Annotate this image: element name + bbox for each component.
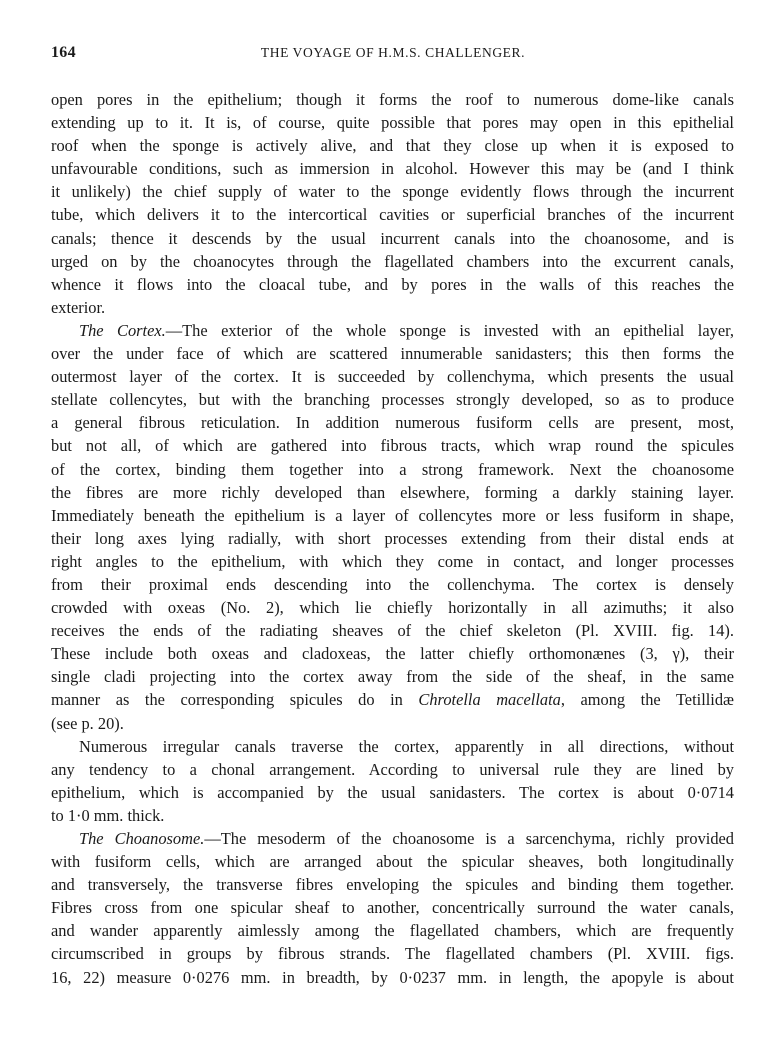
text-line — [51, 688, 734, 711]
text-line — [51, 827, 734, 850]
text-line: a general fibrous reticulation. In addition numerous fusiform cells are present, most, — [51, 413, 734, 433]
text-line: urged on by the choanocytes through the flagellated chambers into the excurrent canals, — [51, 251, 734, 271]
text-line: These include both oxeas and cladoxeas, the latter chiefly orthomonænes (3, γ), their — [51, 644, 734, 664]
text-line: from their proximal ends descending into the collenchyma. The cortex is densely — [51, 574, 734, 594]
text-line: Immediately beneath the epithelium is a layer of collencytes more or less fusiform in shape, — [51, 505, 734, 525]
text-run: —The exterior of the whole sponge is invested with an epithelial layer, — [165, 320, 734, 340]
text-line: circumscribed in groups by fibrous strands. The flagellated chambers (Pl. XVIII. figs. — [51, 944, 734, 964]
text-line: canals; thence it descends by the usual incurrent canals into the choanosome, and is — [51, 228, 734, 248]
running-title: THE VOYAGE OF H.M.S. CHALLENGER. — [260, 45, 526, 60]
text-line: their long axes lying radially, with short processes extending from their distal ends at — [51, 528, 734, 548]
text-line: the fibres are more richly developed than elsewhere, forming a darkly staining layer. — [51, 482, 734, 502]
text-line: epithelium, which is accompanied by the usual sanidasters. The cortex is about 0·0714 — [51, 782, 734, 802]
paragraph-continuation — [51, 88, 734, 319]
text-line: crowded with oxeas (No. 2), which lie chiefly horizontally in all azimuths; it also — [51, 598, 734, 618]
text-line: and wander apparently aimlessly among the flagellated chambers, which are frequently — [51, 921, 734, 941]
text-line: 16, 22) measure 0·0276 mm. in breadth, by 0·0237 mm. in length, the apopyle is about — [51, 967, 734, 987]
text-line: stellate collencytes, but with the branching processes strongly developed, so as to produce — [51, 390, 734, 410]
section-heading-cortex: The Cortex. — [79, 320, 166, 340]
text-run: —The mesoderm of the choanosome is a sarcenchyma, richly provided — [204, 829, 734, 848]
text-line: any tendency to a chonal arrangement. According to universal rule they are lined by — [51, 759, 734, 779]
text-line: single cladi projecting into the cortex away from the side of the sheaf, in the same — [51, 667, 734, 687]
text-line: unfavourable conditions, such as immersion in alcohol. However this may be (and I think — [51, 159, 734, 179]
section-heading-choanosome: The Choanosome. — [79, 829, 205, 848]
text-line: Numerous irregular canals traverse the cortex, apparently in all directions, without — [79, 736, 734, 756]
text-line: roof when the sponge is actively alive, and that they close up when it is exposed to — [51, 136, 734, 156]
text-line: it unlikely) the chief supply of water to the sponge evidently flows through the incurrent — [51, 182, 734, 202]
text-line: outermost layer of the cortex. It is succeeded by collenchyma, which presents the usual — [51, 367, 734, 387]
text-line: but not all, of which are gathered into fibrous tracts, which wrap round the spicules — [51, 436, 734, 456]
text-line: to 1·0 mm. thick. — [51, 805, 165, 825]
text-line: open pores in the epithelium; though it forms the roof to numerous dome-like canals — [51, 90, 734, 109]
text-line — [51, 319, 734, 342]
text-line: of the cortex, binding them together into a strong framework. Next the choanosome — [51, 459, 734, 479]
page-number: 164 — [51, 44, 76, 61]
text-line: (see p. 20). — [51, 713, 124, 733]
text-line: whence it flows into the cloacal tube, and by pores in the walls of this reaches the — [51, 274, 734, 294]
species-name: Chrotella macellata — [418, 690, 561, 710]
text-line: Fibres cross from one spicular sheaf to another, concentrically surround the water canals, — [51, 898, 734, 918]
text-line: and transversely, the transverse fibres enveloping the spicules and binding them together. — [51, 875, 734, 895]
running-head — [51, 44, 735, 66]
text-line: exterior. — [51, 297, 106, 317]
text-run: , among the Tetillidæ — [560, 690, 734, 710]
text-line: tube, which delivers it to the intercortical cavities or superficial branches of the incurrent — [51, 205, 734, 225]
paragraph-choanosome — [51, 827, 734, 989]
text-line: extending up to it. It is, of course, quite possible that pores may open in this epithelial — [51, 113, 734, 133]
paragraph-cortex — [51, 319, 734, 735]
text-line: over the under face of which are scattered innumerable sanidasters; this then forms the — [51, 344, 734, 364]
text-line: receives the ends of the radiating sheaves of the chief skeleton (Pl. XVIII. fig. 14). — [51, 621, 734, 641]
body-text — [51, 88, 734, 989]
paragraph-canals — [51, 735, 734, 827]
text-line: with fusiform cells, which are arranged about the spicular sheaves, both longitudinally — [51, 852, 734, 872]
text-run: manner as the corresponding spicules do in — [51, 690, 419, 710]
text-line: right angles to the epithelium, with which they come in contact, and longer processes — [51, 551, 734, 571]
